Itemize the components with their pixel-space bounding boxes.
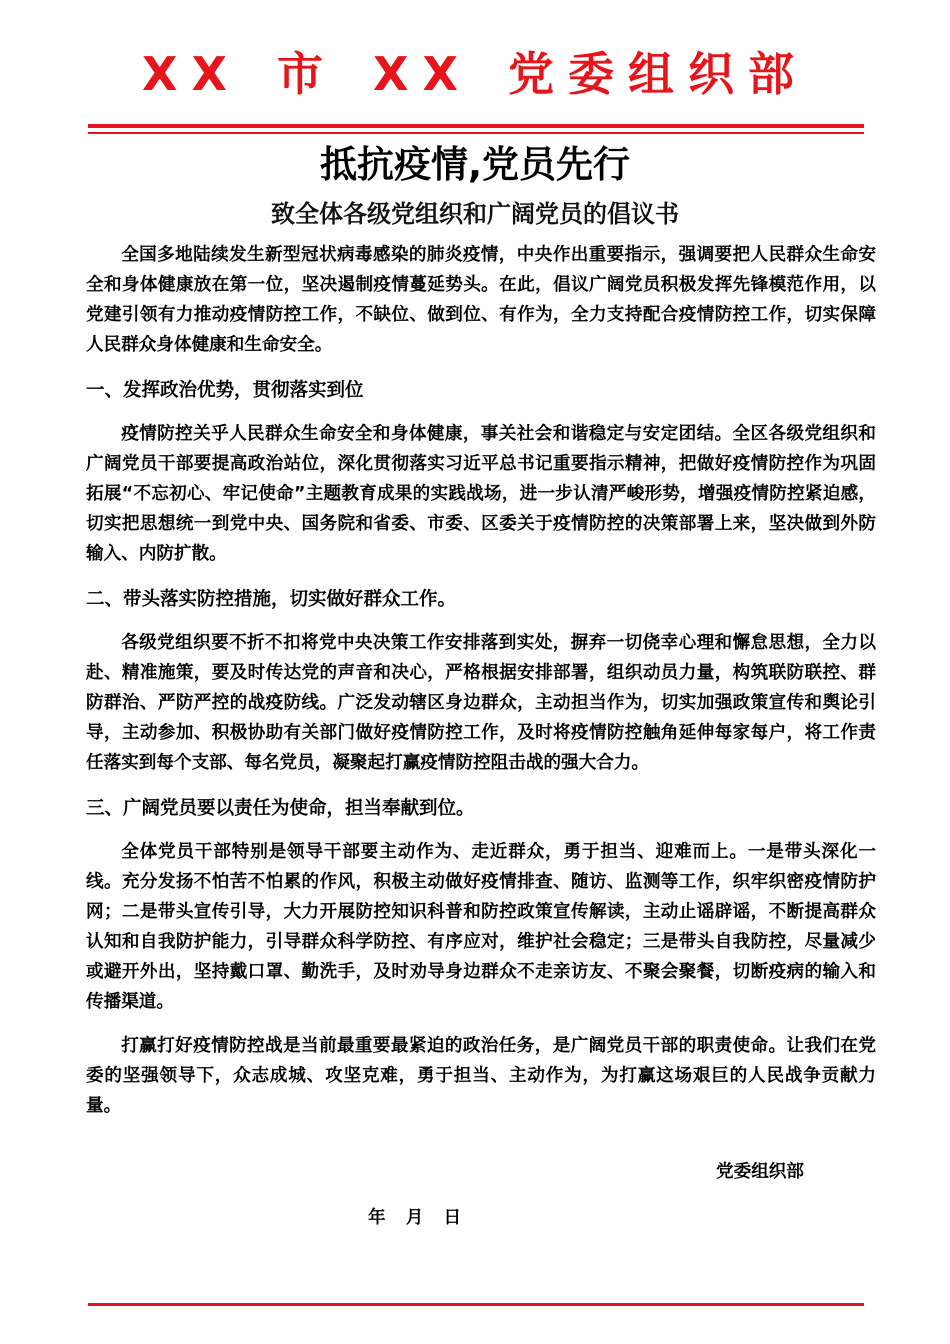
intro-paragraph: 全国多地陆续发生新型冠状病毒感染的肺炎疫情，中央作出重要指示，强调要把人民群众生命安全和身体健康放在第一位，坚决遏制疫情蔓延势头。在此，倡议广阔党员积极发挥先锋模范作用，以党建引领有力推动疫情防控工作，不缺位、做到位、有作为，全力支持配合疫情防控工作，切实保障人民群众身体健康和生命安全。 [86,245,876,355]
section-body-3: 全体党员干部特别是领导干部要主动作为、走近群众，勇于担当、迎难而上。一是带头深化一线。充分发扬不怕苦不怕累的作风，积极主动做好疫情排查、随访、监测等工作，织牢织密疫情防护网；二是带头宣传引导，大力开展防控知识科普和防控政策宣传解读，主动止谣辟谣，不断提高群众认知和自我防护能力，引导群众科学防控、有序应对，维护社会稳定；三是带头自我防控，尽量减少或避开外出，坚持戴口罩、勤洗手，及时劝导身边群众不走亲访友、不聚会聚餐，切断疫病的输入和传播渠道。 [86,842,876,1012]
header-divider-thick [88,124,864,128]
section-heading-3: 三、广阔党员要以责任为使命，担当奉献到位。 [86,798,475,819]
document-subtitle: 致全体各级党组织和广阔党员的倡议书 [271,200,679,228]
section-body-2: 各级党组织要不折不扣将党中央决策工作安排落到实处，摒弃一切侥幸心理和懈怠思想，全力以赴、精准施策，要及时传达党的声音和决心，严格根据安排部署，组织动员力量，构筑联防联控、群防群治、严防严控的战疫防线。广泛发动辖区身边群众，主动担当作为，切实加强政策宣传和舆论引导，主动参加、积极协助有关部门做好疫情防控工作，及时将疫情防控触角延伸每家每户，将工作责任落实到每个支部、每名党员，凝聚起打赢疫情防控阻击战的强大合力。 [86,633,876,773]
signature: 党委组织部 [716,1162,804,1182]
footer-divider [88,1303,864,1306]
closing-paragraph: 打赢打好疫情防控战是当前最重要最紧迫的政治任务，是广阔党员干部的职责使命。让我们在党委的坚强领导下，众志成城、攻坚克难，勇于担当、主动作为，为打赢这场艰巨的人民战争贡献力量。 [86,1036,876,1116]
section-body-1: 疫情防控关乎人民群众生命安全和身体健康，事关社会和谐稳定与安定团结。全区各级党组织和广阔党员干部要提高政治站位，深化贯彻落实习近平总书记重要指示精神，把做好疫情防控作为巩固拓展“不忘初心、牢记使命”主题教育成果的实践战场，进一步认清严峻形势，增强疫情防控紧迫感，切实把思想统一到党中央、国务院和省委、市委、区委关于疫情防控的决策部署上来，坚决做到外防输入、内防扩散。 [86,424,876,564]
section-heading-2: 二、带头落实防控措施，切实做好群众工作。 [86,589,457,610]
header-divider [88,124,864,134]
document-title: 抵抗疫情,党员先行 [319,143,631,186]
masthead-title: XX 市 XX 党委组织部 [142,47,808,101]
date-line: 年 月 日 [368,1208,466,1228]
document-body [86,240,876,1121]
section-heading-1: 一、发挥政治优势，贯彻落实到位 [86,380,364,401]
